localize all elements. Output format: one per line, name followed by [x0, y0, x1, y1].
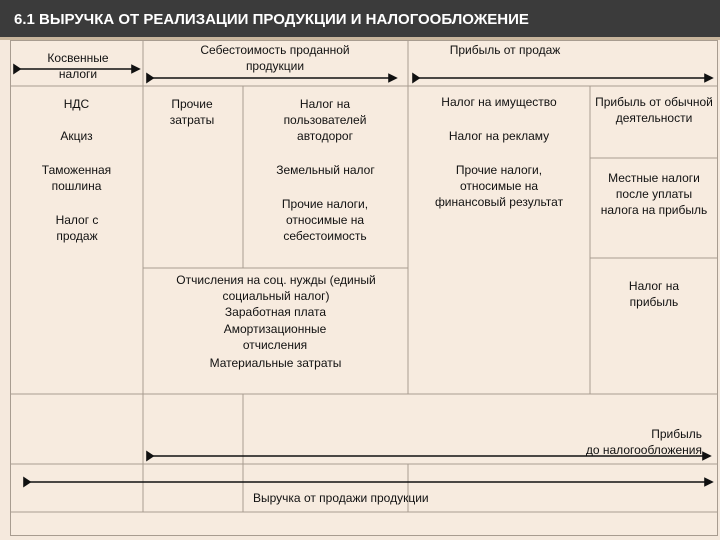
ordinary-profit-label: Прибыль от обычной деятельности [595, 95, 713, 125]
slide-title: 6.1 ВЫРУЧКА ОТ РЕАЛИЗАЦИИ ПРОДУКЦИИ И НАЛОГООБЛОЖЕНИЕ [14, 11, 529, 28]
profit-before-tax-label-1: Прибыль [651, 427, 702, 441]
income-tax-label: Налог на прибыль [628, 279, 680, 309]
diagram-board [10, 40, 718, 536]
excise-label: Акциз [60, 129, 93, 143]
title-bar [0, 0, 720, 40]
wages-label: Заработная плата [224, 305, 327, 319]
other-cost-taxes-label: Прочие налоги, относимые на себестоимость [281, 197, 369, 243]
customs-duty-label: Таможенная пошлина [41, 163, 112, 193]
header-indirect-taxes: Косвенные налоги [47, 51, 109, 81]
header-profit-from-sales: Прибыль от продаж [449, 43, 561, 57]
profit-before-tax-label-2: до налогообложения [585, 443, 702, 457]
advertising-tax-label: Налог на рекламу [448, 129, 550, 143]
depreciation-label: Амортизационные отчисления [223, 322, 327, 352]
other-costs-label: Прочие затраты [169, 97, 215, 127]
other-profit-taxes-label: Прочие налоги, относимые на финансовый результат [434, 163, 564, 209]
vat-label: НДС [63, 97, 90, 111]
land-tax-label: Земельный налог [276, 163, 375, 177]
property-tax-label: Налог на имущество [441, 95, 557, 109]
material-costs-label: Материальные затраты [209, 356, 342, 370]
sales-tax-label: Налог с продаж [55, 213, 99, 243]
local-taxes-label: Местные налоги после уплаты налога на прибыль [600, 171, 708, 217]
social-contributions-label: Отчисления на соц. нужды (единый социальный налог) [176, 273, 376, 303]
revenue-label: Выручка от продажи продукции [253, 491, 429, 505]
header-cost-of-goods: Себестоимость проданной продукции [200, 43, 350, 73]
road-users-tax-label: Налог на пользователей автодорог [283, 97, 367, 143]
